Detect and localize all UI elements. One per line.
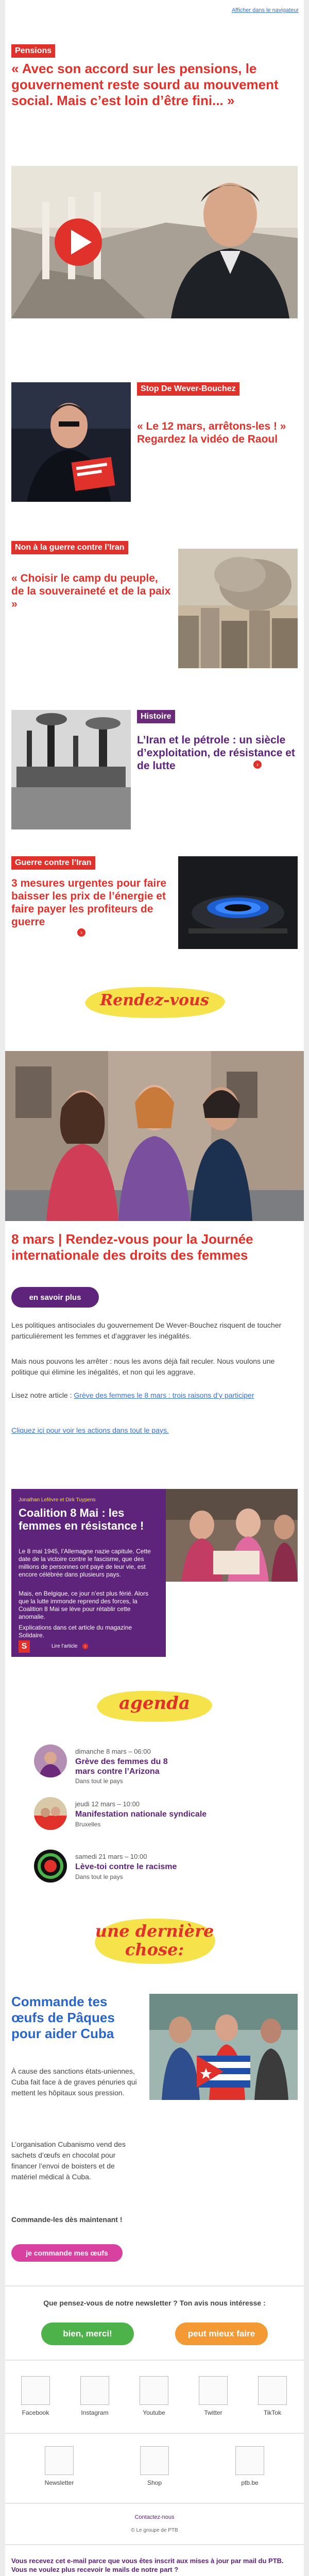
agenda-heading [93,1686,216,1725]
instagram-icon [80,2376,109,2405]
oil-history-photo[interactable] [11,710,131,829]
arrow-right-icon: › [77,928,85,937]
tag-non-guerre: Non à la guerre contre l’Iran [11,541,128,554]
read-article-prefix: Lisez notre article : [11,1391,74,1399]
footer-text: Vous recevez cet e-mail parce que vous êtes inscrit aux mises à jour par mail du PTB. Vous ne voulez plus recevoir le mails de notre part ? [11,2557,284,2573]
social-tiktok[interactable] [244,2376,301,2416]
event-date: jeudi 12 mars – 10:00 [75,1800,140,1808]
survey-better-button[interactable]: peut mieux faire [175,2323,268,2345]
article3-title[interactable]: « Choisir le camp du peuple, de la souveraineté et de la paix » [11,572,171,610]
coalition-read-more[interactable]: Lire l’article [52,1643,78,1649]
gas-stove-photo[interactable] [178,856,298,949]
event-title[interactable]: Manifestation nationale syndicale [75,1810,207,1819]
event-place: Bruxelles [75,1821,101,1828]
facebook-icon [21,2376,50,2405]
link-ptb[interactable] [221,2446,278,2486]
solidaire-logo-icon: S [19,1640,30,1653]
article5-title[interactable]: 3 mesures urgentes pour faire baisser les prix de l’énergie et faire payer les profiteurs de guerre [11,877,167,928]
agenda-script-title: agenda [119,1693,190,1714]
social-label: Instagram [81,2409,109,2416]
hero-video-thumbnail[interactable] [11,166,298,318]
event-thumbnail [34,1744,67,1777]
copyright: © Le groupe de PTB [131,2528,178,2533]
social-youtube[interactable] [126,2376,182,2416]
agenda-event[interactable] [34,1850,291,1883]
coalition-paragraph-3: Explications dans cet article du magazine Solidaire. [19,1624,132,1639]
hero-title[interactable]: « Avec son accord sur les pensions, le gouvernement reste sourd au mouvement social. Mais c’est loin d’être fini... » [11,61,279,108]
coalition-paragraph-1: Le 8 mai 1945, l’Allemagne nazie capitule. Cette date de la victoire contre le fascisme, que des millions de personnes ont payé de leur vie, est encore célébrée dans plusieurs pays. [19,1548,151,1578]
cuba-paragraph-2: L’organisation Cubanismo vend des sachets d’œufs en chocolat pour financer l’envoi de boisters et de matériel médical à Cuba. [11,2140,126,2181]
cuba-photo[interactable] [149,1994,298,2100]
social-label: Newsletter [44,2479,74,2486]
agenda-event[interactable] [34,1744,291,1785]
cuba-title[interactable]: Commande tes œufs de Pâques pour aider Cuba [11,1994,115,2041]
en-savoir-plus-button[interactable]: en savoir plus [11,1287,99,1308]
social-facebook[interactable] [7,2376,64,2416]
social-label: Shop [147,2479,162,2486]
coalition-photo[interactable] [166,1489,298,1582]
coalition-kicker: Jonathan Lefèvre et Dirk Tuypens [19,1497,96,1503]
iran-city-photo[interactable] [178,549,298,668]
survey-good-button[interactable]: bien, merci! [41,2323,134,2345]
shop-icon [140,2446,169,2475]
divider [5,2544,304,2545]
event-date: dimanche 8 mars – 06:00 [75,1748,151,1755]
event-place: Dans tout le pays [75,1873,123,1880]
rendezvous-script-title: Rendez-vous [100,991,209,1009]
divider [5,2503,304,2504]
tag-histoire: Histoire [137,710,175,723]
rendezvous-heading [80,982,229,1022]
divider [5,2360,304,2361]
social-label: Facebook [22,2409,49,2416]
event-title[interactable]: Lève-toi contre le racisme [75,1862,177,1871]
article4-title[interactable]: L’Iran et le pétrole : un siècle d’exploitation, de résistance et de lutte [137,734,295,772]
social-label: Twitter [204,2409,222,2416]
coalition-title[interactable]: Coalition 8 Mai : les femmes en résistance ! [19,1506,144,1532]
social-label: Youtube [143,2409,165,2416]
contact-link[interactable]: Contactez-nous [134,2514,175,2520]
social-label: TikTok [263,2409,282,2416]
derniere-script-title: une dernière chose: [95,1921,214,1959]
womens-day-photo[interactable] [5,1051,304,1221]
event-thumbnail [34,1797,67,1830]
coalition-paragraph-2: Mais, en Belgique, ce jour n’est plus férié. Alors que la lutte immonde reprend des forces, la Coalition 8 Mai se lève pour rétablir cette anomalie. [19,1590,149,1620]
social-label: ptb.be [241,2479,259,2486]
social-twitter[interactable] [185,2376,242,2416]
link-newsletter[interactable] [31,2446,88,2486]
rendezvous-paragraph-1: Les politiques antisociales du gouvernement De Wever-Bouchez risquent de toucher particulièrement les femmes et d’aggraver les inégalités. [11,1321,282,1340]
survey-question: Que pensez-vous de notre newsletter ? Ton avis nous intéresse : [43,2299,266,2307]
rendezvous-paragraph-2: Mais nous pouvons les arrêter : nous les avons déjà fait reculer. Nous voulons une politique qui élimine les inégalités, et non qui les aggrave. [11,1357,275,1376]
arrow-right-icon: › [253,760,262,769]
article2-title[interactable]: « Le 12 mars, arrêtons-les ! » Regardez la vidéo de Raoul [137,420,286,445]
event-thumbnail [34,1850,67,1883]
tiktok-icon [258,2376,287,2405]
derniere-chose-heading [88,1911,221,1968]
newsletter-icon [45,2446,74,2475]
rendezvous-paragraph-3 [11,1390,298,1401]
event-date: samedi 21 mars – 10:00 [75,1853,147,1860]
view-in-browser-link[interactable]: Afficher dans le navigateur [231,7,299,13]
actions-pays-link[interactable]: Cliquez ici pour voir les actions dans tout le pays. [11,1426,169,1434]
youtube-icon [140,2376,168,2405]
rendezvous-title[interactable]: 8 mars | Rendez-vous pour la Journée internationale des droits des femmes [11,1231,253,1263]
event-title[interactable]: Grève des femmes du 8 mars contre l’Arizona [75,1757,168,1776]
commande-oeufs-button[interactable]: je commande mes œufs [11,2244,123,2262]
tag-pensions: Pensions [11,44,55,58]
arrow-right-icon: › [82,1643,88,1649]
event-place: Dans tout le pays [75,1777,123,1785]
agenda-event[interactable] [34,1797,291,1830]
link-shop[interactable] [126,2446,183,2486]
social-instagram[interactable] [66,2376,123,2416]
cuba-paragraph-1: À cause des sanctions états-uniennes, Cuba fait face à de graves pénuries qui mettent les hôpitaux sous pression. [11,2067,137,2097]
raoul-photo[interactable] [11,382,131,502]
ptb-icon [235,2446,264,2475]
cuba-paragraph-3: Commande-les dès maintenant ! [11,2215,123,2224]
email-body [5,0,304,2576]
tag-guerre-iran: Guerre contre l’Iran [11,856,95,870]
tag-stop-de-wever: Stop De Wever-Bouchez [137,382,239,396]
twitter-icon [199,2376,228,2405]
coalition-card[interactable] [11,1489,166,1657]
divider [5,2285,304,2286]
greve-femmes-link[interactable]: Grève des femmes le 8 mars : trois raisons d’y participer [74,1391,254,1399]
divider [5,2433,304,2434]
